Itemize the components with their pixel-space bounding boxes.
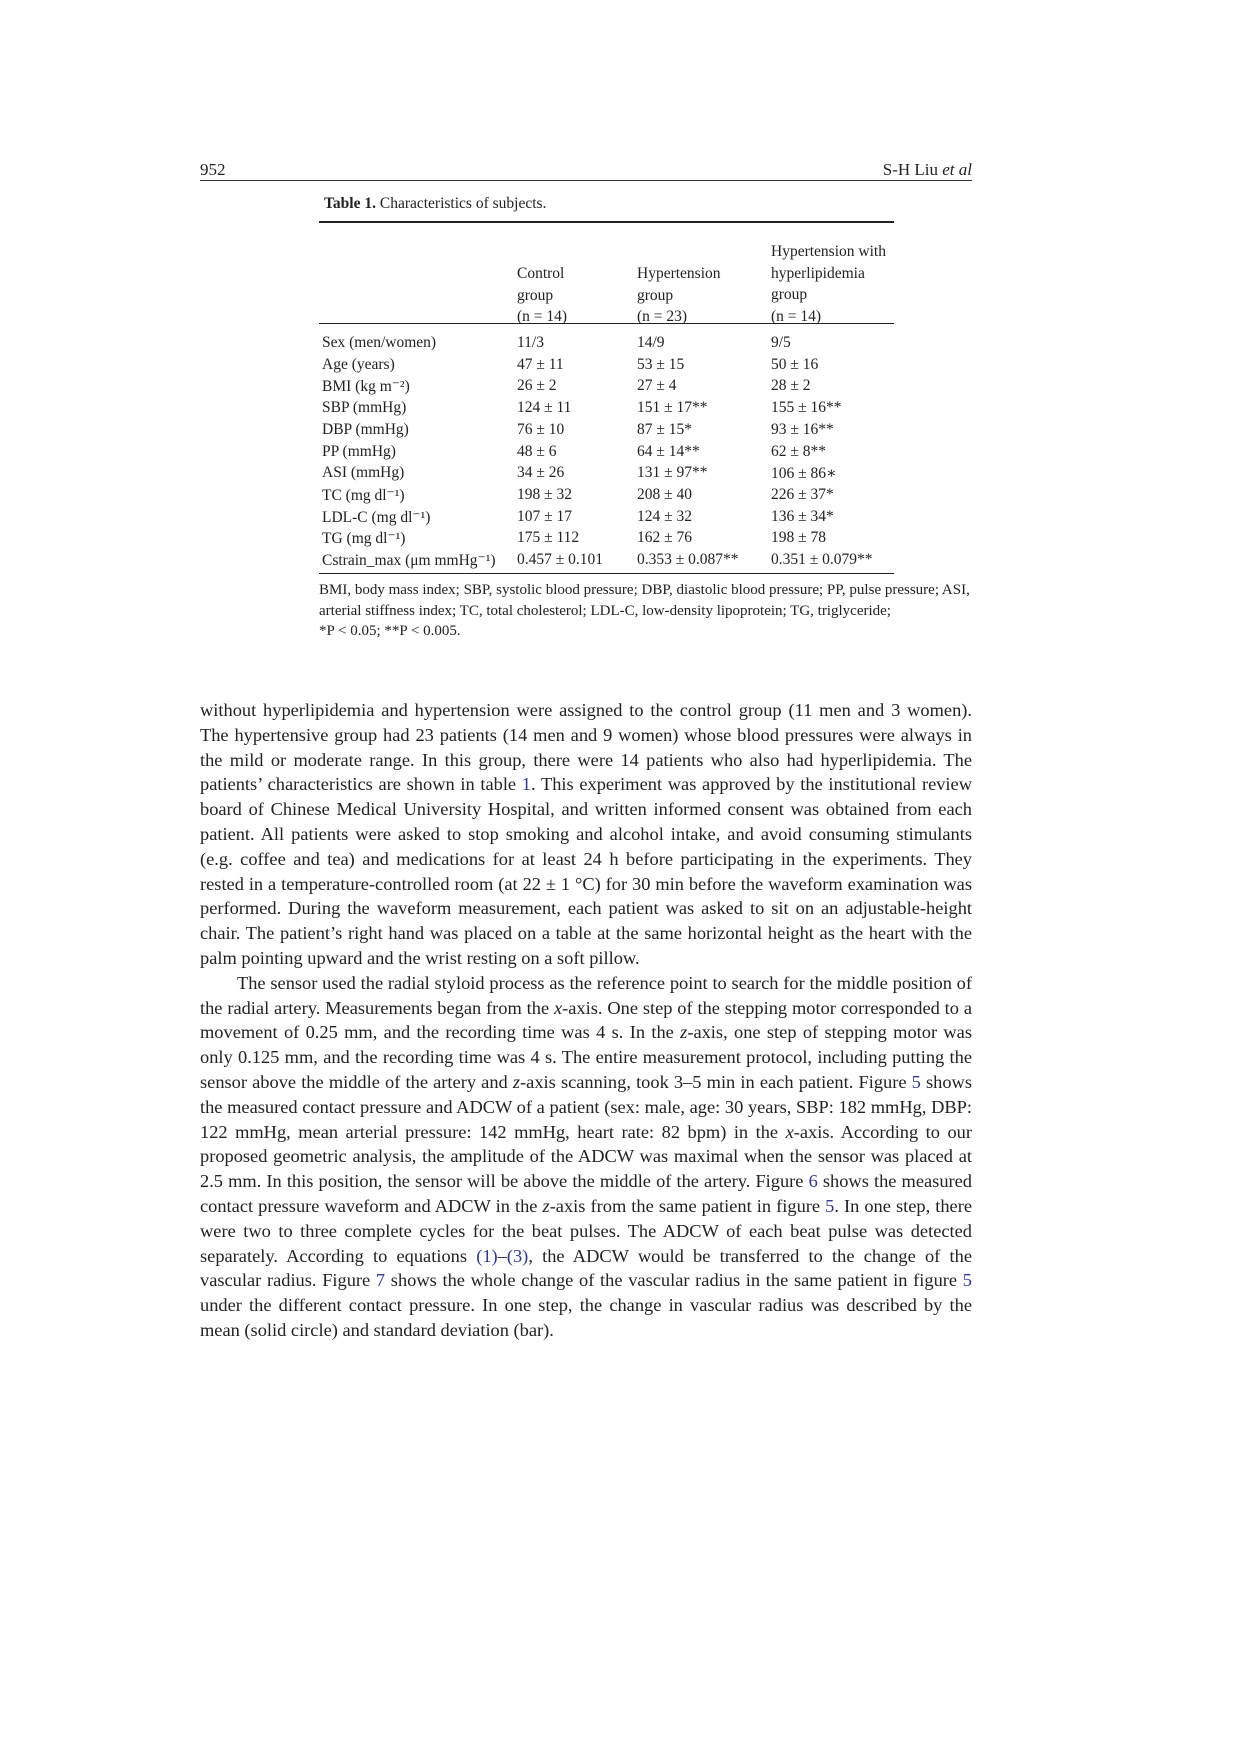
table-row xyxy=(319,551,894,573)
row-value: 107 ± 17 xyxy=(517,507,573,525)
row-value: 28 ± 2 xyxy=(771,377,811,395)
body-paragraph-2: The sensor used the radial styloid process as the reference point to search for the middle position of the radial artery. Measurements began from the x-axis. One step of the stepping motor corresponded to a movement of 0.25 mm, and the recording time was 4 s. In the z-axis, one step of stepping motor was only 0.125 mm, and the recording time was 4 s. The entire measurement protocol, including putting the sensor above the middle of the artery and z-axis scanning, took 3–5 min in each patient. Figure 5 shows the measured contact pressure and ADCW of a patient (sex: male, age: 30 years, SBP: 182 mmHg, DBP: 122 mmHg, mean arterial pressure: 142 mmHg, heart rate: 82 bpm) in the x-axis. According to our proposed geometric analysis, the amplitude of the ADCW was maximal when the sensor was placed at 2.5 mm. In this position, the sensor will be above the middle of the artery. Figure 6 shows the measured contact pressure waveform and ADCW in the z-axis from the same patient in figure 5. In one step, there were two to three complete cycles for the beat pulses. The ADCW of each beat pulse was detected separately. According to equations (1)–(3), the ADCW would be transferred to the change of the vascular radius. Figure 7 shows the whole change of the vascular radius in the same patient in figure 5 under the different contact pressure. In one step, the change in vascular radius was described by the mean (solid circle) and standard deviation (bar). xyxy=(200,972,973,1340)
table-row xyxy=(319,334,894,356)
body-text xyxy=(200,698,972,1343)
row-value: 175 ± 112 xyxy=(517,529,580,547)
row-value: 0.457 ± 0.101 xyxy=(517,551,604,568)
row-value: 208 ± 40 xyxy=(637,485,693,503)
row-value: 9/5 xyxy=(771,334,791,351)
table-header-rule xyxy=(319,323,894,324)
row-label: PP (mmHg) xyxy=(322,442,396,460)
table-row xyxy=(319,399,894,421)
row-value: 53 ± 15 xyxy=(637,355,685,373)
table-bottom-rule xyxy=(319,573,894,574)
author-running-title: S-H Liu et al xyxy=(882,160,972,179)
row-value: 34 ± 26 xyxy=(517,464,565,482)
row-value: 162 ± 76 xyxy=(637,529,693,547)
table-footnote xyxy=(319,580,974,642)
row-value: 27 ± 4 xyxy=(637,377,677,395)
row-value: 131 ± 97** xyxy=(637,464,708,482)
row-label: LDL-C (mg dl⁻¹) xyxy=(322,508,431,526)
row-value: 26 ± 2 xyxy=(517,377,557,395)
table-top-rule xyxy=(319,221,894,223)
row-value: 124 ± 32 xyxy=(637,507,693,525)
table-row xyxy=(319,464,894,486)
row-value: 87 ± 15* xyxy=(637,420,693,438)
running-head xyxy=(200,158,972,181)
table-row xyxy=(319,486,894,508)
table-ref-link[interactable]: 1 xyxy=(521,774,531,795)
row-value: 136 ± 34* xyxy=(771,507,834,525)
row-label: Sex (men/women) xyxy=(322,334,437,351)
equation-ref-link[interactable]: (3) xyxy=(506,1245,529,1266)
table-row xyxy=(319,508,894,530)
row-label: TG (mg dl⁻¹) xyxy=(322,530,406,548)
figure-ref-link[interactable]: 5 xyxy=(825,1195,835,1216)
equation-ref-link[interactable]: (1) xyxy=(476,1245,498,1266)
row-value: 76 ± 10 xyxy=(517,420,565,438)
row-value: 0.351 ± 0.079** xyxy=(771,551,873,568)
row-label: Age (years) xyxy=(322,355,395,373)
row-value: 226 ± 37* xyxy=(771,485,834,503)
row-value: 155 ± 16** xyxy=(771,399,842,417)
footnote-abbreviations: BMI, body mass index; SBP, systolic blood pressure; DBP, diastolic blood pressure; PP, pulse pressure; ASI, arterial stiffness index; TC, total cholesterol; LDL-C, low-density lipoprotein; TG, triglyceride; xyxy=(319,582,970,619)
row-value: 62 ± 8** xyxy=(771,442,827,460)
page-number: 952 xyxy=(200,160,226,179)
row-value: 124 ± 11 xyxy=(517,399,572,417)
row-label: Cstrain_max (μm mmHg⁻¹) xyxy=(322,552,496,569)
column-header-hypertension-hyperlipidemia: Hypertension with hyperlipidemia group (n = 14) xyxy=(771,243,886,325)
column-header-hypertension: Hypertension group (n = 23) xyxy=(637,265,721,325)
row-value: 151 ± 17** xyxy=(637,399,708,417)
figure-ref-link[interactable]: 7 xyxy=(375,1270,386,1291)
row-label: BMI (kg m⁻²) xyxy=(322,378,410,396)
body-paragraph-1: without hyperlipidemia and hypertension were assigned to the control group (11 men and 3 women). The hypertensive group had 23 patients (14 men and 9 women) whose blood pressures were always in the mild or moderate range. In this group, there were 14 patients who also had hyperlipidemia. The patients’ characteristics are shown in table 1. This experiment was approved by the institutional review board of Chinese Medical University Hospital, and written informed consent was obtained from each patient. All patients were asked to stop smoking and alcohol intake, and avoid consuming stimulants (e.g. coffee and tea) and medications for at least 24 h before participating in the experiments. They rested in a temperature-controlled room (at 22 ± 1 °C) for 30 min before the waveform examination was performed. During the waveform measurement, each patient was asked to sit on an adjustable-height chair. The patient’s right hand was placed on a table at the same horizontal height as the heart with the palm pointing upward and the wrist resting on a soft pillow. xyxy=(200,700,972,968)
table-row xyxy=(319,356,894,378)
table-row xyxy=(319,421,894,443)
row-label: SBP (mmHg) xyxy=(322,399,407,417)
row-label: TC (mg dl⁻¹) xyxy=(322,486,405,504)
footnote-significance: *P < 0.05; **P < 0.005. xyxy=(319,623,461,639)
table-caption-text: Characteristics of subjects. xyxy=(379,195,547,212)
figure-ref-link[interactable]: 5 xyxy=(962,1270,972,1291)
row-value: 198 ± 32 xyxy=(517,485,573,503)
row-value: 0.353 ± 0.087** xyxy=(637,551,739,568)
table-row xyxy=(319,443,894,465)
row-value: 64 ± 14** xyxy=(637,442,700,460)
row-value: 14/9 xyxy=(637,334,665,351)
figure-ref-link[interactable]: 5 xyxy=(911,1071,921,1092)
row-value: 47 ± 11 xyxy=(517,355,564,373)
table-row xyxy=(319,529,894,551)
row-label: DBP (mmHg) xyxy=(322,420,409,438)
row-value: 50 ± 16 xyxy=(771,355,819,373)
row-value: 48 ± 6 xyxy=(517,442,557,460)
row-value: 93 ± 16** xyxy=(771,420,834,438)
row-value: 106 ± 86∗ xyxy=(771,465,837,483)
figure-ref-link[interactable]: 6 xyxy=(808,1171,818,1192)
row-value: 11/3 xyxy=(517,334,544,351)
table-caption-label: Table 1. xyxy=(324,195,376,212)
table-row xyxy=(319,377,894,399)
row-label: ASI (mmHg) xyxy=(322,464,405,482)
table-caption xyxy=(324,195,546,213)
row-value: 198 ± 78 xyxy=(771,529,827,547)
column-header-control: Control group (n = 14) xyxy=(517,265,568,325)
